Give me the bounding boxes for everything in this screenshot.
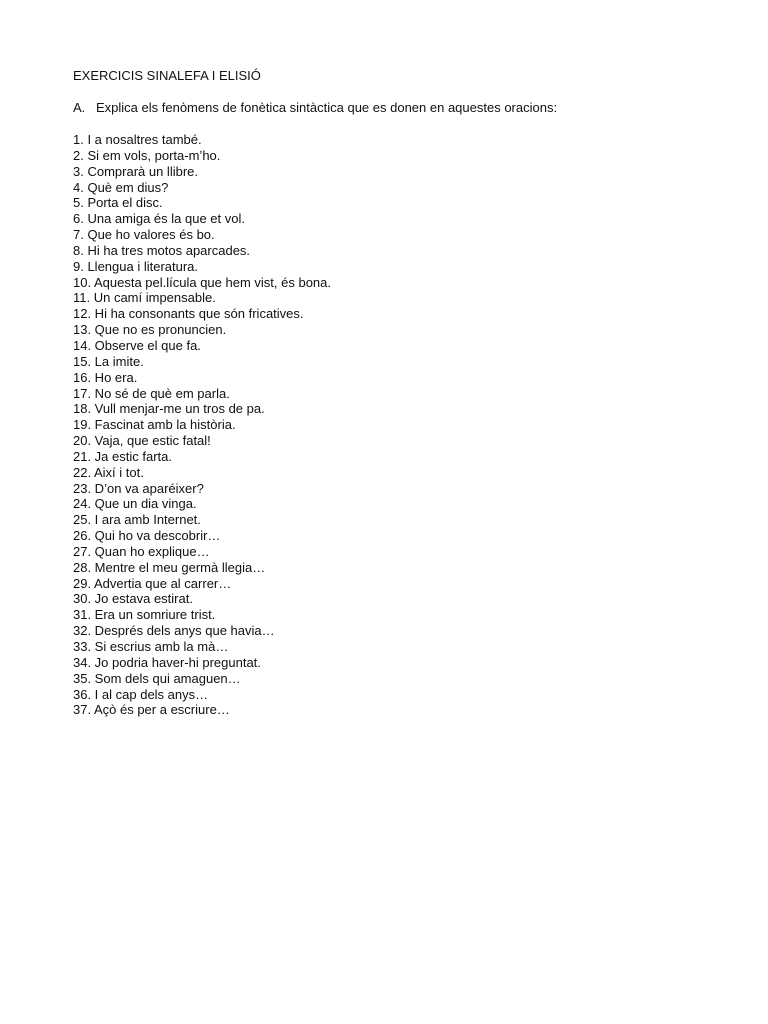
sentence-item: 31. Era un somriure trist. [73,607,216,623]
sentence-list [73,132,331,718]
sentence-item: 37. Açò és per a escriure… [73,702,230,718]
sentence-item: 30. Jo estava estirat. [73,591,193,607]
sentence-item: 4. Què em dius? [73,179,169,195]
instruction-letter: A. [73,100,86,115]
sentence-item: 1. I a nosaltres també. [73,132,202,147]
sentence-item: 29. Advertia que al carrer… [73,575,232,591]
sentence-item: 28. Mentre el meu germà llegia… [73,559,266,575]
sentence-item: 3. Comprarà un llibre. [73,163,198,179]
sentence-item: 13. Que no es pronuncien. [73,322,227,338]
sentence-item: 6. Una amiga és la que et vol. [73,211,245,227]
sentence-item: 15. La imite. [73,353,144,369]
sentence-item: 14. Observe el que fa. [73,337,201,353]
sentence-item: 19. Fascinat amb la història. [73,417,236,433]
sentence-item: 34. Jo podria haver-hi preguntat. [73,654,261,670]
sentence-item: 16. Ho era. [73,369,138,385]
instruction-text: Explica els fenòmens de fonètica sintàctica que es donen en aquestes oracions: [96,100,558,115]
sentence-item: 32. Després dels anys que havia… [73,623,275,639]
sentence-item: 21. Ja estic farta. [73,448,172,464]
sentence-item: 20. Vaja, que estic fatal! [73,433,211,449]
document-title: EXERCICIS SINALEFA I ELISIÓ [73,68,261,83]
sentence-item: 22. Així i tot. [73,464,144,480]
sentence-item: 10. Aquesta pel.lícula que hem vist, és bona. [73,274,332,290]
sentence-item: 7. Que ho valores és bo. [73,227,215,243]
sentence-item: 27. Quan ho explique… [73,543,210,559]
sentence-item: 5. Porta el disc. [73,195,163,211]
sentence-item: 2. Si em vols, porta-m’ho. [73,147,221,163]
exercise-instruction [73,100,557,116]
sentence-item: 24. Que un dia vinga. [73,496,197,512]
sentence-item: 25. I ara amb Internet. [73,512,201,528]
sentence-item: 9. Llengua i literatura. [73,258,199,274]
sentence-item: 26. Qui ho va descobrir… [73,528,221,544]
sentence-item: 23. D’on va aparéixer? [73,480,204,496]
sentence-item: 11. Un camí impensable. [73,290,216,306]
sentence-item: 17. No sé de què em parla. [73,385,230,401]
sentence-item: 35. Som dels qui amaguen… [73,670,241,686]
sentence-item: 12. Hi ha consonants que són fricatives. [73,306,304,322]
sentence-item: 33. Si escrius amb la mà… [73,639,229,654]
sentence-item: 8. Hi ha tres motos aparcades. [73,242,251,258]
sentence-item: 18. Vull menjar-me un tros de pa. [73,401,265,417]
sentence-item: 36. I al cap dels anys… [73,686,209,702]
